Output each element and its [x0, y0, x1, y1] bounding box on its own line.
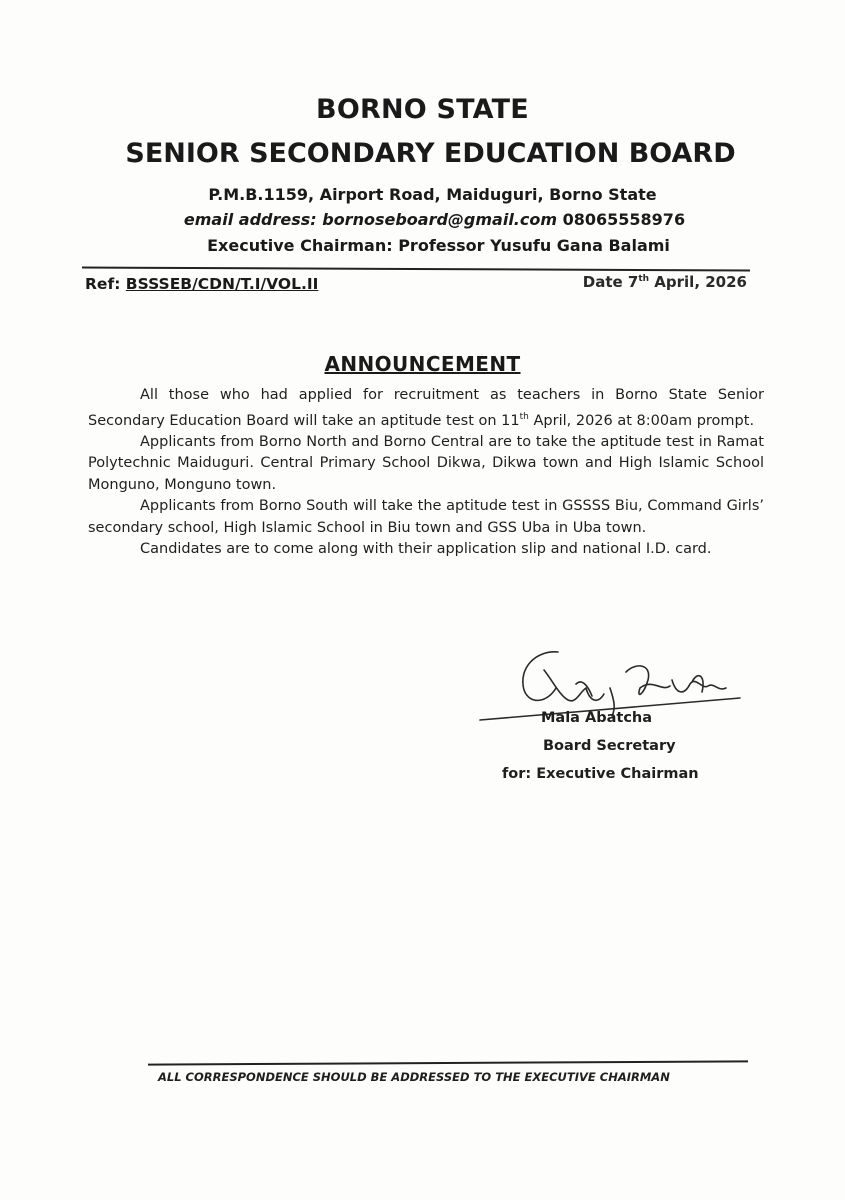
- signatory-for: for: Executive Chairman: [502, 766, 699, 782]
- signatory-title: Board Secretary: [543, 738, 676, 754]
- phone-number: 08065558976: [562, 210, 686, 229]
- letter-date: [583, 273, 747, 291]
- footer-divider: [148, 1060, 748, 1065]
- signature-block: [440, 640, 770, 800]
- footer-note: ALL CORRESPONDENCE SHOULD BE ADDRESSED TO THE EXECUTIVE CHAIRMAN: [158, 1070, 670, 1084]
- letterhead-state: BORNO STATE: [316, 94, 529, 125]
- reference: [85, 275, 318, 293]
- letterhead-chairman: Executive Chairman: Professor Yusufu Gana Balami: [207, 236, 670, 255]
- date-suffix: th: [638, 274, 650, 284]
- letterhead-contact: [12, 210, 845, 229]
- reference-row: [85, 275, 755, 299]
- announcement-body: [88, 385, 764, 561]
- letterhead-address: P.M.B.1159, Airport Road, Maiduguri, Borno State: [208, 185, 657, 204]
- date-rest: April, 2026: [649, 273, 747, 291]
- letterhead-board: SENIOR SECONDARY EDUCATION BOARD: [125, 138, 736, 169]
- paragraph-requirements: Candidates are to come along with their application slip and national I.D. card.: [140, 541, 712, 558]
- announcement-title: ANNOUNCEMENT: [324, 352, 521, 376]
- paragraph-test-date: [88, 385, 764, 432]
- paragraph-test-date-tail: April, 2026 at 8:00am prompt.: [528, 412, 755, 429]
- reference-label: Ref:: [85, 275, 121, 293]
- email-label: email address:: [183, 210, 317, 229]
- paragraph-test-date-text: All those who had applied for recruitment as teachers in Borno State Senior Secondary Education Board will take an aptitude test on 11: [88, 387, 764, 429]
- paragraph-north-central: Applicants from Borno North and Borno Central are to take the aptitude test in Ramat Polytechnic Maiduguri. Central Primary School Dikwa, Dikwa town and High Islamic School Monguno, Monguno town.: [88, 433, 764, 493]
- test-date-suffix: th: [519, 411, 529, 422]
- reference-value: BSSSEB/CDN/T.I/VOL.II: [125, 275, 319, 293]
- signatory-name: Mala Abatcha: [541, 710, 653, 726]
- header-divider: [82, 267, 750, 272]
- date-label: Date 7: [582, 273, 639, 291]
- email-address: bornoseboard@gmail.com: [322, 210, 558, 229]
- paragraph-south: Applicants from Borno South will take the aptitude test in GSSSS Biu, Command Girls’ secondary school, High Islamic School in Biu town and GSS Uba in Uba town.: [88, 498, 764, 536]
